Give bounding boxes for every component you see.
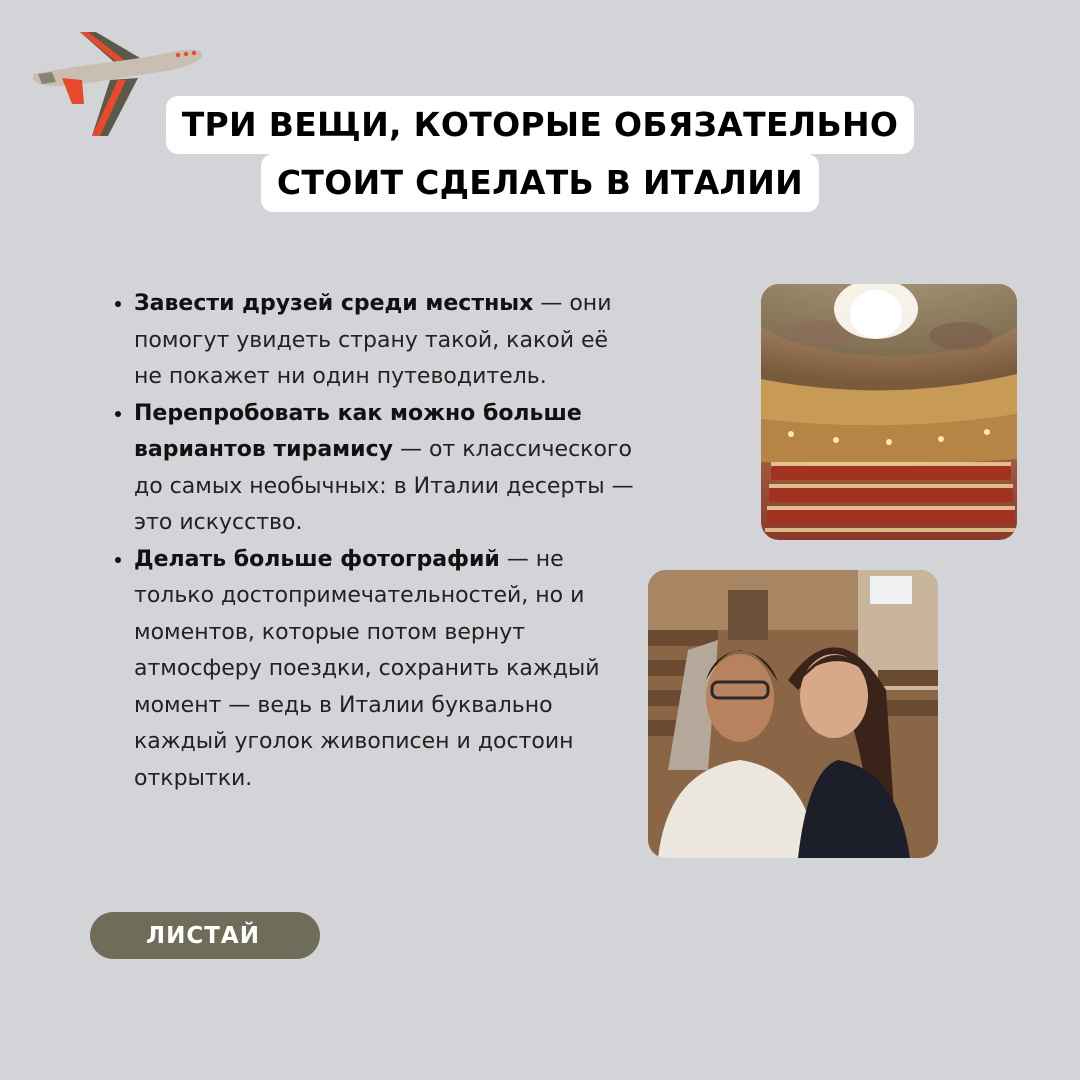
tips-list [100,286,634,797]
list-item-bold: Завести друзей среди местных [134,291,534,316]
list-item-text: — от классического до самых необычных: в Италии десерты — это искусство. [134,437,634,535]
swipe-button[interactable]: ЛИСТАЙ [90,912,320,959]
title-line-2: СТОИТ СДЕЛАТЬ В ИТАЛИИ [261,154,819,212]
list-item [134,396,634,542]
theatre-photo [761,284,1017,540]
page-title [0,96,1080,212]
selfie-photo [648,570,938,858]
list-item-text: — не только достопримечательностей, но и моментов, которые потом вернут атмосферу поездки, сохранить каждый момент — ведь в Италии буквально каждый уголок живописен и достоин открытки. [134,546,600,791]
list-item-bold: Делать больше фотографий [134,546,500,572]
list-item [134,542,634,798]
list-item-text: — они помогут увидеть страну такой, какой её не покажет ни один путеводитель. [134,291,612,389]
list-item [134,286,634,396]
title-line-1: ТРИ ВЕЩИ, КОТОРЫЕ ОБЯЗАТЕЛЬНО [166,96,914,154]
list-item-bold: Перепробовать как можно больше вариантов тирамису [134,400,582,462]
